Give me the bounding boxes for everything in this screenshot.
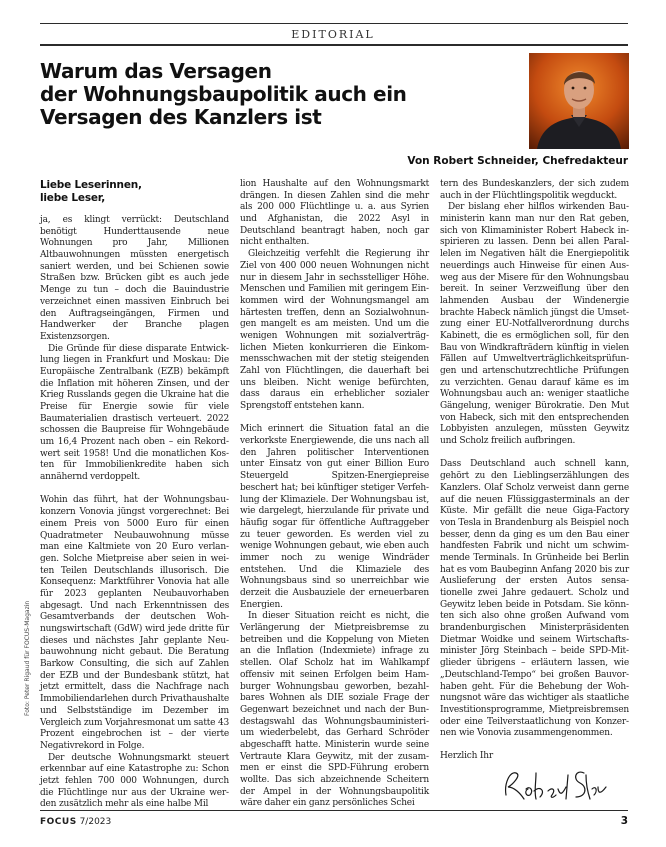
headline-line: Versagen des Kanzlers ist xyxy=(40,105,322,129)
publication-name: FOCUS xyxy=(40,817,77,827)
paragraph: Gleichzeitig verfehlt die Regierung ihr Ziel von 400 000 neuen Wohnungen nicht nur in diesem Jahr in sechsstelliger Höhe. Menschen und Familien mit geringem Einkommen wird der Wohnungsmangel am härtesten treffen, denn an Sozialwohnungen mangelt es am meisten. Und um die wenigen Wohnungen mit sozialverträglichen Mieten konkurrieren die Einkommensschwachen mit der stetig steigenden Zahl von Flüchtlingen, die dauerhaft bei uns bleiben. Nicht wenige befürchten, dass daraus ein erheblicher sozialer Sprengstoff entstehen kann. xyxy=(240,249,429,412)
headline-line: Warum das Versagen xyxy=(40,59,272,83)
paragraph: lion Haushalte auf den Wohnungsmarkt drängen. In diesen Zahlen sind die mehr als 200 000 Flüchtlinge u. a. aus Syrien und Afghanistan, die 2022 Asyl in Deutschland beantragt haben, noch gar nicht enthalten. xyxy=(240,179,429,248)
text-column-1 xyxy=(40,179,229,811)
page-number: 3 xyxy=(620,815,628,827)
signature xyxy=(500,765,610,805)
photo-credit: Foto: Peter Rigaud für FOCUS-Magazin xyxy=(24,600,31,716)
paragraph: Wohin das führt, hat der Wohnungsbaukonzern Vonovia jüngst vorgerechnet: Bei einem Preis von 5000 Euro für einen Quadratmeter Neubauwohnung müsse man eine Kaltmiete von 20 Euro verlangen. Solche Mietpreise aber seien in weiten Teilen Deutschlands illusorisch. Die Konsequenz: Marktführer Vonovia hat alle für 2023 geplanten Neubauvorhaben abgesagt. Und nach Erkenntnissen des Gesamtverbands der deutschen Wohnungswirtschaft (GdW) wird jede dritte für dieses und nächstes Jahr geplante Neubauwohnung nicht gebaut. Die Beratung Barkow Consulting, die sich auf Zahlen der EZB und der Bundesbank stützt, hat jetzt ermittelt, dass die Nachfrage nach Immobiliendarlehen durch Privathaushalte und Selbstständige im Dezember im Vergleich zum Vorjahresmonat um satte 43 Prozent eingebrochen ist – der vierte Negativrekord in Folge. xyxy=(40,495,230,751)
issue-number: 7/2023 xyxy=(79,817,112,827)
greeting: Liebe Leserinnen, liebe Leser, xyxy=(40,179,142,204)
text-column-2 xyxy=(240,179,429,810)
paragraph: Dass Deutschland auch schnell kann, gehört zu den Lieblingserzählungen des Kanzlers. Olaf Scholz verweist dann gerne auf die neuen Flüssiggasterminals an der Küste. Mir gefällt die neue Giga-Factory von Tesla in Brandenburg als Beispiel noch besser, denn da ging es um den Bau einer handfesten Fabrik und nicht um schwimmende Terminals. In Grünheide bei Berlin hat es vom Baubeginn Anfang 2020 bis zur Auslieferung der ersten Autos sensationelle zwei Jahre gedauert. Scholz und Geywitz leben beide in Potsdam. Sie könnten sich also ohne großen Aufwand vom brandenburgischen Ministerpräsidenten Dietmar Woidke und seinem Wirtschaftsminister Jörg Steinbach – beide SPD-Mitglieder übrigens – erläutern lassen, wie „Deutschland-Tempo“ bei großen Bauvorhaben geht. Für die Behebung der Wohnungsnot wäre das wichtiger als staatliche Investitionsprogramme, Mietpreisbremsen oder eine Teilverstaatlichung von Konzernen wie Vonovia zusammengenommen. xyxy=(440,459,630,739)
text-column-3 xyxy=(440,179,629,805)
section-rule xyxy=(40,44,628,46)
paragraph: tern des Bundeskanzlers, der sich zudem auch in der Flüchtlingspolitik wegduckt. xyxy=(440,179,629,201)
paragraph: Mich erinnert die Situation fatal an die verkorkste Energiewende, die uns nach all den Jahren politischer Interventionen unter Einsatz von gut einer Billion Euro Steuergeld Spitzen-Energiepreise beschert hat; bei künftiger stetiger Verfehlung der Klimaziele. Der Wohnungsbau ist, wie dargelegt, hierzulande für private und häufig sogar für öffentliche Auftraggeber zu teuer geworden. Es werden viel zu wenige Wohnungen gebaut, wie eben auch immer noch zu wenige Windräder entstehen. Und die Klimaziele des Wohnungsbaus sind so unerreichbar wie derzeit die Ausbauziele der erneuerbaren Energien. xyxy=(240,424,429,610)
footer-publication xyxy=(40,817,111,827)
article-headline xyxy=(40,60,510,129)
author-portrait-image xyxy=(529,53,629,149)
headline-line: der Wohnungsbaupolitik auch ein xyxy=(40,82,407,106)
paragraph: Der bislang eher hilflos wirkenden Bauministerin kann man nur den Rat geben, sich von Klimaminister Robert Habeck inspirieren zu lassen. Denn bei allen Parallelen im Negativen hält die Energiepolitik neuerdings auch Hinweise für einen Ausweg aus der Misere für den Wohnungsbau bereit. In seiner Verzweiflung über den lahmenden Ausbau der Windenergie brachte Habeck nämlich jüngst die Umsetzung einer EU-Notfallverordnung durchs Kabinett, die es ermöglichen soll, für den Bau von Windkrafträdern künftig in vielen Fällen auf Umweltverträglichkeitsprüfungen und artenschutzrechtliche Prüfungen zu verzichten. Genau darauf käme es im Wohnungsbau auch an: weniger staatliche Gängelung, weniger Bürokratie. Den Mut von Habeck, sich mit den entsprechenden Lobbyisten anzulegen, müssten Geywitz und Scholz freilich aufbringen. xyxy=(440,202,629,447)
paragraph: ja, es klingt verrückt: Deutschland benötigt Hunderttausende neue Wohnungen pro Jahr, Millionen Altbauwohnungen müssten energetisch saniert werden, und bei Schienen sowie Straßen bzw. Brücken gibt es auch jede Menge zu tun – doch die Bauindustrie verzeichnet einen massiven Einbruch bei den Auftragseingängen, Firmen und Handwerker der Branche plagen Existenzsorgen. xyxy=(40,215,229,342)
signoff: Herzlich Ihr xyxy=(440,750,493,761)
top-rule xyxy=(40,23,628,24)
footer-rule xyxy=(40,810,628,811)
author-portrait xyxy=(529,53,629,149)
paragraph: Die Gründe für diese disparate Entwicklung liegen in Frankfurt und Moskau: Die Europäische Zentralbank (EZB) bekämpft die Inflation mit höheren Zinsen, und der Krieg Russlands gegen die Ukraine hat die Preise für Energie sowie für viele Baumaterialien drastisch verteuert. 2022 schossen die Baupreise für Wohngebäude um 16,4 Prozent nach oben – ein Rekordwert seit 1958! Und die monatlichen Kosten für Immobilienkredite haben sich annähernd verdoppelt. xyxy=(40,343,229,483)
paragraph: Der deutsche Wohnungsmarkt steuert erkennbar auf eine Katastrophe zu: Schon jetzt fehlen 700 000 Wohnungen, durch die Flüchtlinge nur aus der Ukraine werden zusätzlich mehr als eine halbe Mil xyxy=(40,752,229,810)
byline: Von Robert Schneider, Chefredakteur xyxy=(407,155,628,167)
section-label: EDITORIAL xyxy=(291,28,375,41)
paragraph: In dieser Situation reicht es nicht, die Verlängerung der Mietpreisbremse zu betreiben und die Koppelung von Mieten an die Inflation (Indexmiete) infrage zu stellen. Olaf Scholz hat im Wahlkampf offensiv mit seinen Erfolgen beim Hamburger Wohnungsbau geworben, bezahlbares Wohnen als DIE soziale Frage der Gegenwart bezeichnet und nach der Bundestagswahl das Wohnungsbauministerium wiederbelebt, das Gerhard Schröder abgeschafft hatte. Ministerin wurde seine Vertraute Klara Geywitz, mit der zusammen er einst die SPD-Führung erobern wollte. Das sich abzeichnende Scheitern der Ampel in der Wohnungsbaupolitik wäre daher ein ganz persönliches Schei xyxy=(240,611,429,809)
